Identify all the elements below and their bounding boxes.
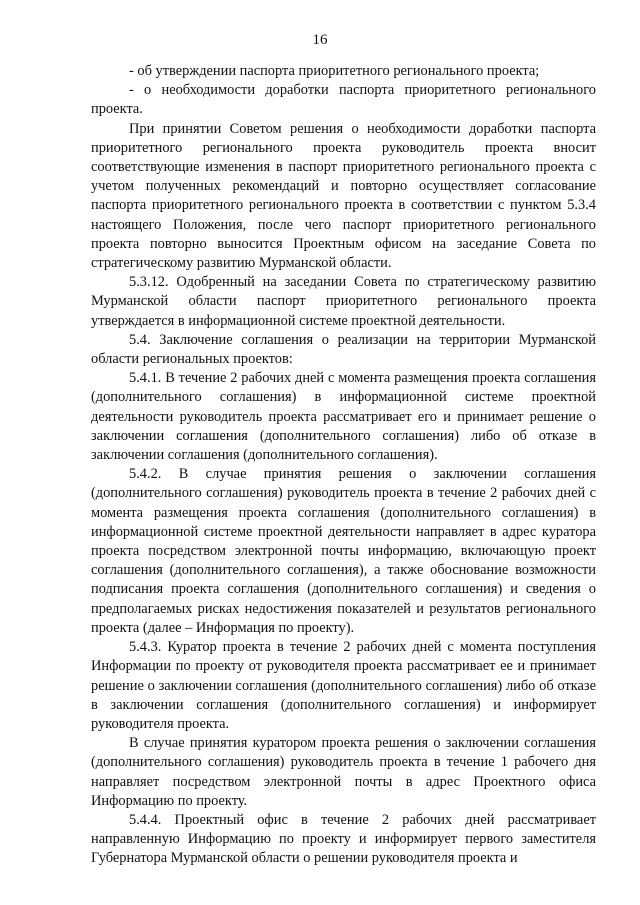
clause-5-4-1: 5.4.1. В течение 2 рабочих дней с момента размещения проекта соглашения (дополнительного соглашения) в информационной системе проектной деятельности руководитель проекта рассматривает его и принимает решение о заключении соглашения (дополнительного соглашения) либо об отказе в заключении соглашения (дополнительного соглашения). — [91, 370, 596, 464]
document-body — [91, 62, 596, 869]
clause-5-4-4: 5.4.4. Проектный офис в течение 2 рабочих дней рассматривает направленную Информацию по проекту и информирует первого заместителя Губернатора Мурманской области о решении руководителя проекта и — [91, 811, 596, 867]
clause-5-4-3: 5.4.3. Куратор проекта в течение 2 рабочих дней с момента поступления Информации по проекту от руководителя проекта рассматривает ее и принимает решение о заключении соглашения (дополнительного соглашения) либо об отказе в заключении соглашения (дополнительного соглашения) и информирует руководителя проекта. — [91, 639, 596, 732]
clause-5-3-12: 5.3.12. Одобренный на заседании Совета по стратегическому развитию Мурманской области паспорт приоритетного регионального проекта утверждается в информационной системе проектной деятельности. — [91, 274, 596, 329]
page-number: 16 — [312, 32, 328, 48]
bullet-revise-passport: - о необходимости доработки паспорта приоритетного регионального проекта. — [91, 82, 596, 118]
paragraph-revision-procedure: При принятии Советом решения о необходимости доработки паспорта приоритетного регионального проекта руководитель проекта вносит соответствующие изменения в паспорт приоритетного регионального проекта с учетом полученных рекомендаций и повторно осуществляет согласование паспорта приоритетного регионального проекта в соответствии с пунктом 5.3.4 настоящего Положения, после чего паспорт приоритетного регионального проекта повторно выносится Проектным офисом на заседание Совета по стратегическому развитию Мурманской области. — [91, 120, 596, 272]
clause-5-4-2: 5.4.2. В случае принятия решения о заключении соглашения (дополнительного соглашения) руководитель проекта в течение 2 рабочих дней с момента размещения проекта соглашения (дополнительного соглашения) в информационной системе проектной деятельности направляет в адрес куратора проекта посредством электронной почты информацию, включающую проект соглашения (дополнительного соглашения), а также обоснование возможности подписания проекта соглашения (дополнительного соглашения) и сведения о предполагаемых рисках недостижения показателей и результатов регионального проекта (далее – Информация по проекту). — [91, 466, 596, 636]
clause-5-4: 5.4. Заключение соглашения о реализации на территории Мурманской области региональных проектов: — [91, 331, 596, 368]
bullet-approve-passport: - об утверждении паспорта приоритетного регионального проекта; — [129, 63, 540, 79]
paragraph-curator-decision: В случае принятия куратором проекта решения о заключении соглашения (дополнительного соглашения) руководитель проекта в течение 1 рабочего дня направляет посредством электронной почты в адрес Проектного офиса Информацию по проекту. — [91, 735, 596, 809]
